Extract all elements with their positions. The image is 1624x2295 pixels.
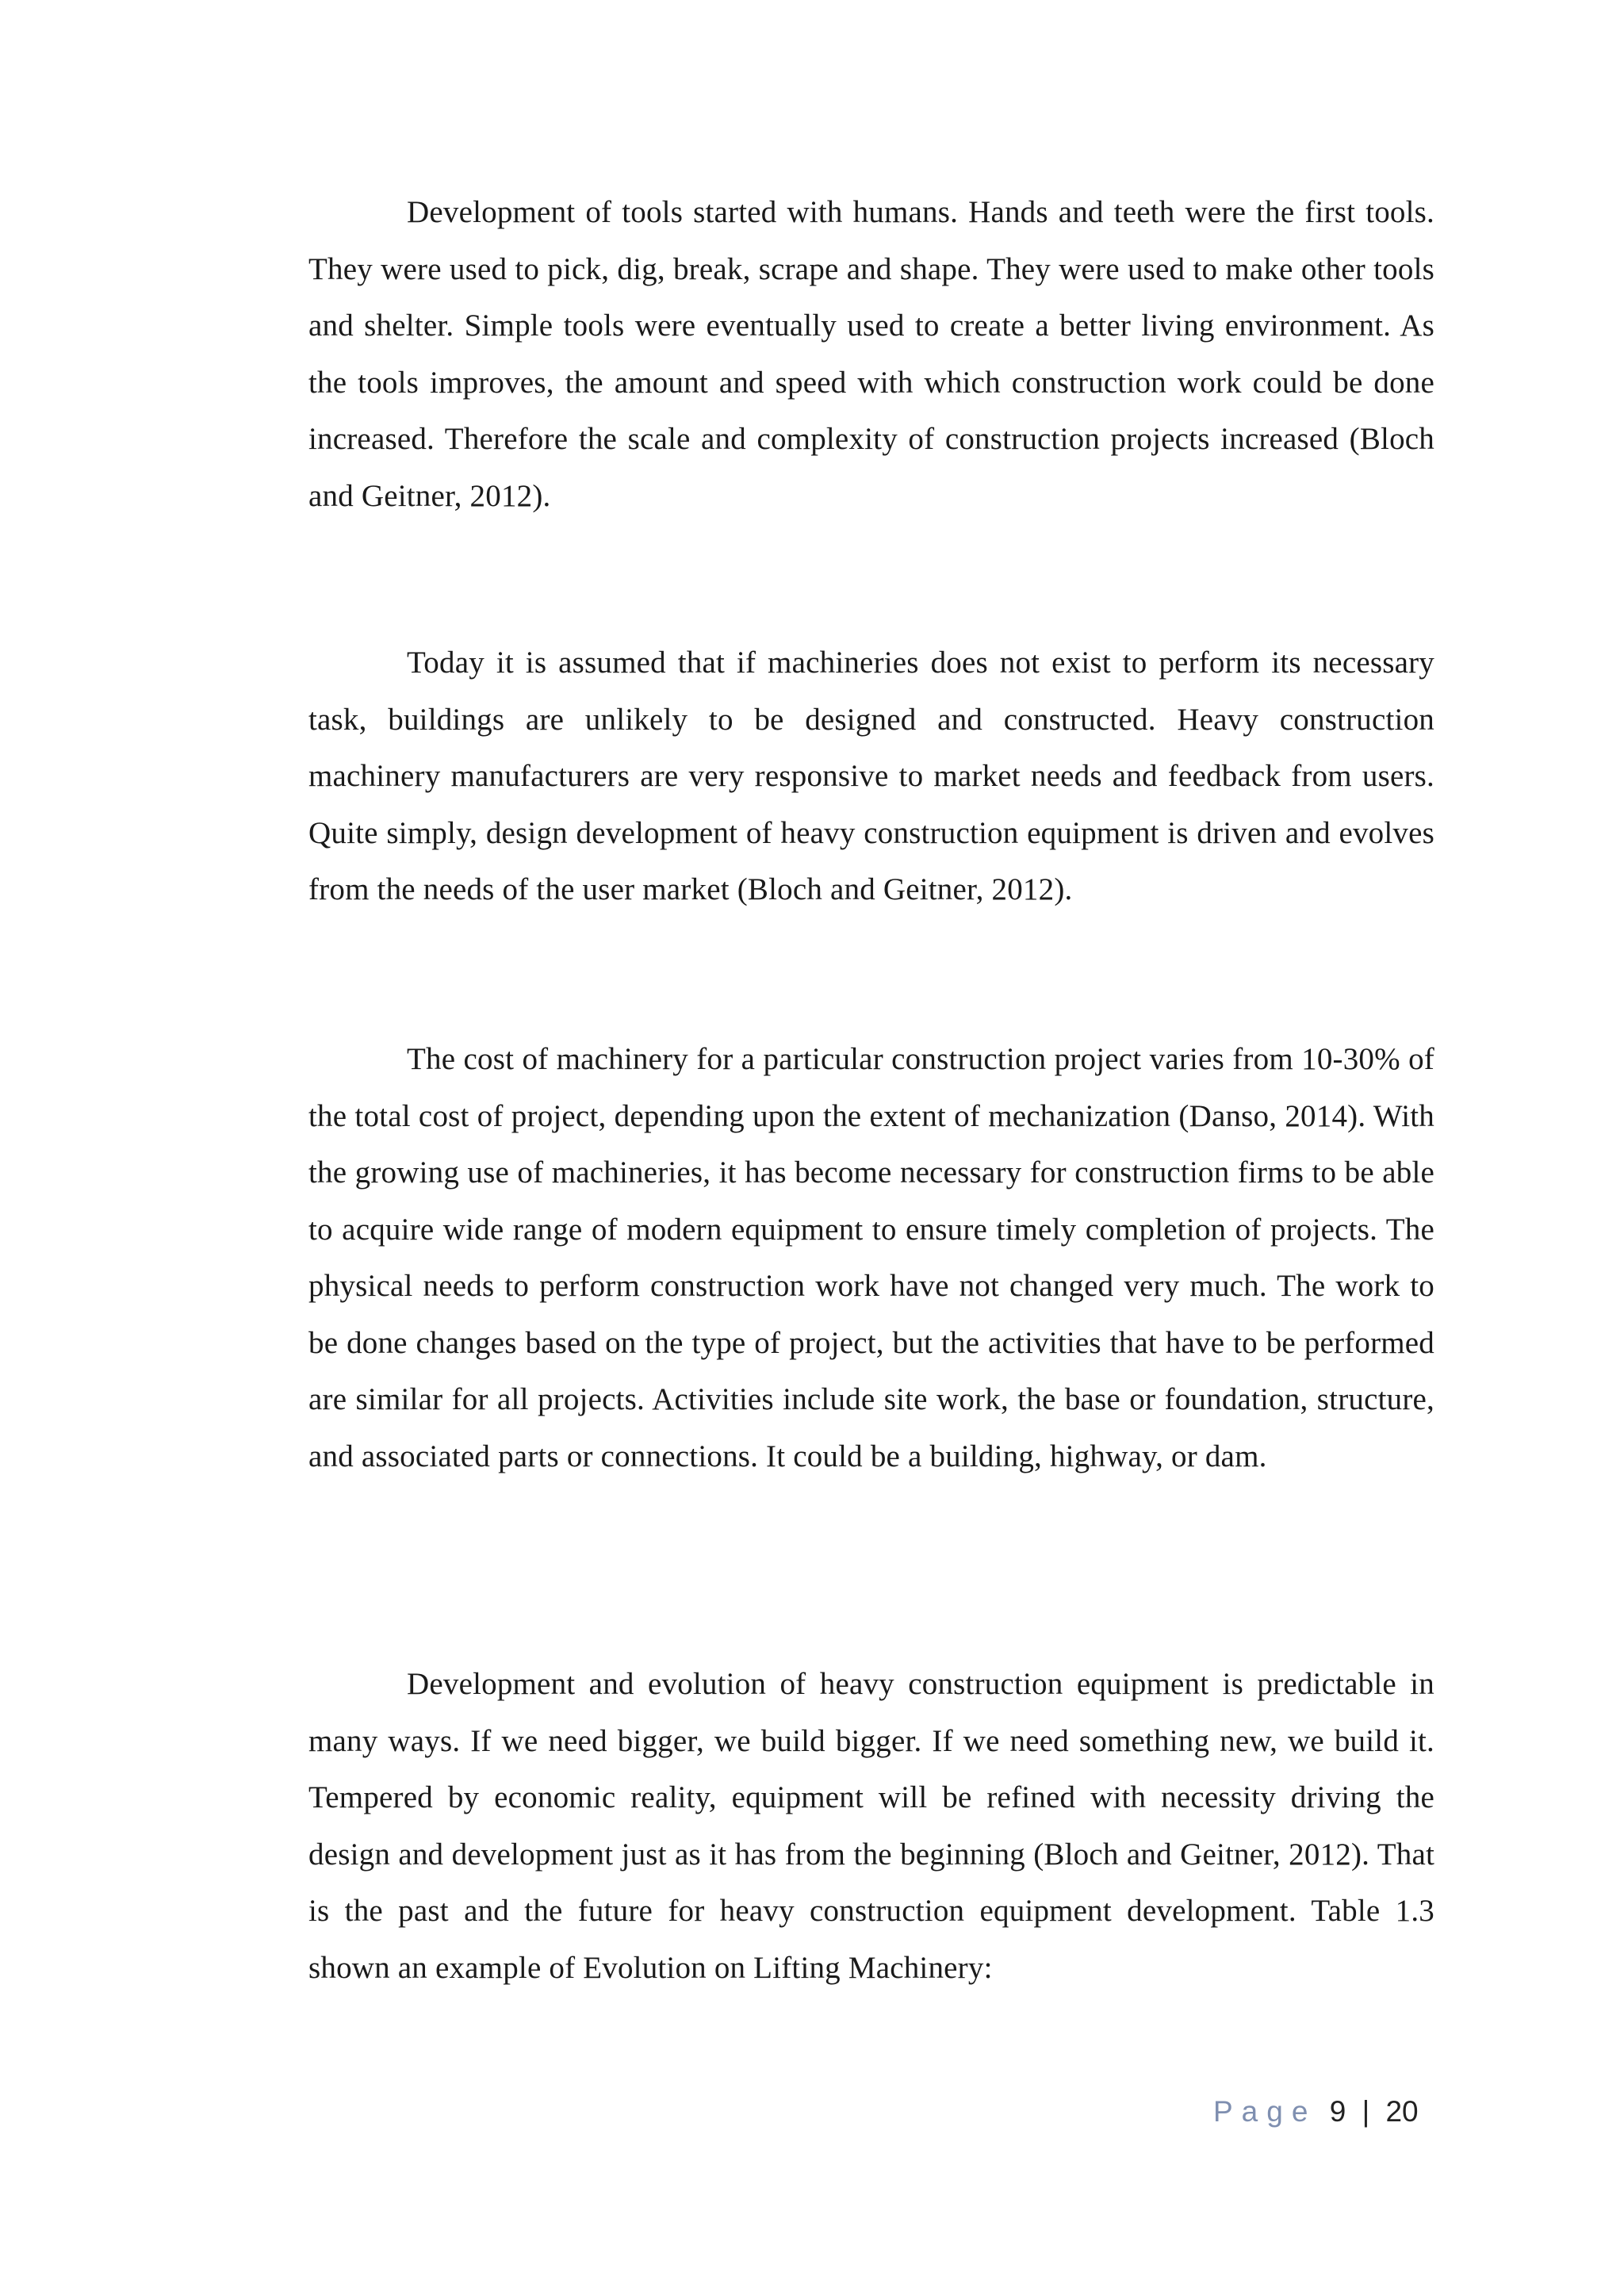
paragraph-tool-development: Development of tools started with humans. Hands and teeth were the first tools. They were used to pick, dig, break, scrape and shape. They were used to make other tools and shelter. Simple tools were eventually used to create a better living environment. As the tools improves, the amount and speed with which construction work could be done increased. Therefore the scale and complexity of construction projects increased (Bloch and Geitner, 2012). [308,195,1434,513]
page-separator: | [1362,2095,1370,2128]
paragraph-machinery-cost: The cost of machinery for a particular construction project varies from 10-30% of the total cost of project, depending upon the extent of mechanization (Danso, 2014). With the growing use of machineries, it has become necessary for construction firms to be able to acquire wide range of modern equipment to ensure timely completion of projects. The physical needs to perform construction work have not changed very much. The work to be done changes based on the type of project, but the activities that have to be performed are similar for all projects. Activities include site work, the base or foundation, structure, and associated parts or connections. It could be a building, highway, or dam. [308,1042,1434,1473]
page-footer [1213,2092,1419,2132]
page-word-label: Page [1213,2095,1317,2128]
total-pages: 20 [1385,2095,1419,2128]
page-number: 9 [1329,2095,1346,2128]
paragraph-machinery-design: Today it is assumed that if machineries does not exist to perform its necessary task, buildings are unlikely to be designed and constructed. Heavy construction machinery manufacturers are very responsive to market needs and feedback from users. Quite simply, design development of heavy construction equipment is driven and evolves from the needs of the user market (Bloch and Geitner, 2012). [308,646,1434,906]
paragraph-equipment-evolution: Development and evolution of heavy construction equipment is predictable in many ways. If we need bigger, we build bigger. If we need something new, we build it. Tempered by economic reality, equipment will be refined with necessity driving the design and development just as it has from the beginning (Bloch and Geitner, 2012). That is the past and the future for heavy construction equipment development. Table 1.3 shown an example of Evolution on Lifting Machinery: [308,1667,1434,1985]
